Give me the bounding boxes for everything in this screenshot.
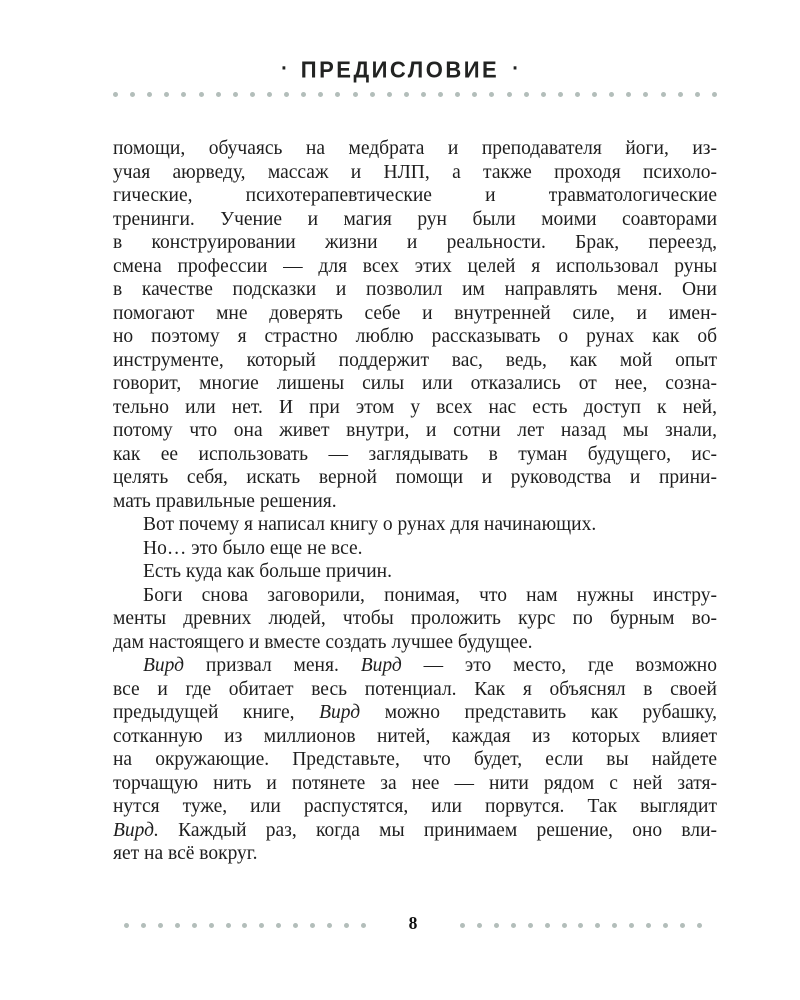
- text-line: [113, 537, 717, 561]
- decorative-dot: [541, 92, 546, 97]
- text-line: [113, 349, 717, 373]
- decorative-dot: [595, 923, 600, 928]
- text-line: [113, 255, 717, 279]
- chapter-title: [281, 56, 519, 83]
- text-line: [113, 302, 717, 326]
- decorative-dot: [629, 923, 634, 928]
- decorative-dot: [361, 923, 366, 928]
- decorative-dot: [216, 92, 221, 97]
- decorative-dot: [592, 92, 597, 97]
- text-segment: Есть куда как больше причин.: [143, 561, 392, 582]
- text-line: [113, 795, 717, 819]
- text-segment: в качестве подсказки и позволил им направлять меня. Они: [113, 279, 717, 300]
- decorative-dot: [233, 92, 238, 97]
- footer-right-dot-row: [460, 922, 702, 928]
- decorative-dot: [680, 923, 685, 928]
- decorative-dot: [175, 923, 180, 928]
- text-line: [113, 772, 717, 796]
- text-segment: — это место, где возможно: [401, 655, 717, 676]
- decorative-dot: [284, 92, 289, 97]
- text-segment: как ее использовать — заглядывать в туман будущего, ис-: [113, 443, 717, 465]
- decorative-dot: [181, 92, 186, 97]
- text-segment: яет на всё вокруг.: [113, 843, 258, 864]
- decorative-dot: [318, 92, 323, 97]
- chapter-header: [0, 57, 800, 83]
- decorative-dot: [259, 923, 264, 928]
- decorative-dot: [242, 923, 247, 928]
- emphasis-text: Вирд: [143, 655, 185, 676]
- decorative-dot: [609, 92, 614, 97]
- text-segment: Боги снова заговорили, понимая, что нам нужны инстру-: [143, 584, 717, 606]
- decorative-dot: [209, 923, 214, 928]
- header-dot-row: [113, 91, 717, 97]
- decorative-dot: [528, 923, 533, 928]
- text-segment: Вот почему я написал книгу о рунах для начинающих.: [143, 514, 597, 535]
- text-line: [113, 396, 717, 420]
- decorative-dot: [507, 92, 512, 97]
- text-segment: говорит, многие лишены силы или отказались от нее, созна-: [113, 373, 717, 394]
- decorative-dot: [697, 923, 702, 928]
- text-line: [113, 584, 717, 608]
- text-line: [113, 208, 717, 232]
- title-right-dot-icon: ·: [512, 57, 519, 81]
- decorative-dot: [695, 92, 700, 97]
- decorative-dot: [678, 92, 683, 97]
- decorative-dot: [164, 92, 169, 97]
- decorative-dot: [387, 92, 392, 97]
- decorative-dot: [562, 923, 567, 928]
- text-line: [113, 725, 717, 749]
- text-line: [113, 443, 717, 467]
- decorative-dot: [344, 923, 349, 928]
- decorative-dot: [301, 92, 306, 97]
- text-line: [113, 278, 717, 302]
- text-segment: сотканную из миллионов нитей, каждая из которых влияет: [113, 725, 717, 747]
- decorative-dot: [267, 92, 272, 97]
- page-footer: [124, 914, 702, 936]
- page-number: 8: [408, 912, 418, 933]
- decorative-dot: [438, 92, 443, 97]
- text-segment: предыдущей книге,: [113, 702, 320, 723]
- decorative-dot: [192, 923, 197, 928]
- text-segment: можно представить как рубашку,: [360, 702, 718, 723]
- decorative-dot: [524, 92, 529, 97]
- text-segment: менты древних людей, чтобы проложить курс по бурным во-: [113, 608, 717, 629]
- text-segment: тельно или нет. И при этом у всех нас есть доступ к ней,: [113, 396, 717, 418]
- decorative-dot: [158, 923, 163, 928]
- decorative-dot: [310, 923, 315, 928]
- text-segment: учая аюрведу, массаж и НЛП, а также проходя психоло-: [113, 161, 717, 183]
- decorative-dot: [643, 92, 648, 97]
- decorative-dot: [712, 92, 717, 97]
- decorative-dot: [626, 92, 631, 97]
- text-segment: нутся туже, или распустятся, или порвутся. Так выглядит: [113, 796, 717, 817]
- text-line: [113, 678, 717, 702]
- decorative-dot: [199, 92, 204, 97]
- decorative-dot: [141, 923, 146, 928]
- title-left-dot-icon: ·: [281, 57, 288, 81]
- text-segment: Но… это было еще не все.: [143, 537, 363, 559]
- decorative-dot: [276, 923, 281, 928]
- text-segment: Каждый раз, когда мы принимаем решение, оно вли-: [158, 819, 717, 841]
- text-segment: потому что она живет внутри, и сотни лет назад мы знали,: [113, 420, 717, 441]
- decorative-dot: [489, 92, 494, 97]
- text-segment: помогают мне доверять себе и внутренней силе, и имен-: [113, 302, 717, 324]
- decorative-dot: [226, 923, 231, 928]
- text-line: [113, 631, 717, 655]
- decorative-dot: [455, 92, 460, 97]
- text-line: [113, 231, 717, 255]
- decorative-dot: [612, 923, 617, 928]
- text-line: [113, 137, 717, 161]
- decorative-dot: [494, 923, 499, 928]
- decorative-dot: [404, 92, 409, 97]
- text-line: [113, 819, 717, 843]
- decorative-dot: [646, 923, 651, 928]
- decorative-dot: [511, 923, 516, 928]
- text-line: [113, 490, 717, 514]
- text-segment: призвал меня.: [184, 655, 361, 676]
- text-segment: торчащую нить и потянете за нее — нити рядом с ней затя-: [113, 772, 717, 794]
- text-segment: все и где обитает весь потенциал. Как я объяснял в своей: [113, 678, 717, 700]
- chapter-title-text: ПРЕДИСЛОВИЕ: [300, 56, 500, 83]
- decorative-dot: [130, 92, 135, 97]
- decorative-dot: [472, 92, 477, 97]
- emphasis-text: Вирд: [319, 702, 361, 723]
- text-segment: инструменте, который поддержит вас, ведь, как мой опыт: [113, 349, 717, 371]
- decorative-dot: [370, 92, 375, 97]
- text-segment: мать правильные решения.: [113, 490, 337, 512]
- text-segment: целять себя, искать верной помощи и руководства и прини-: [113, 467, 717, 488]
- text-line: [113, 161, 717, 185]
- emphasis-text: Вирд.: [113, 819, 159, 841]
- text-line: [113, 184, 717, 208]
- text-segment: на окружающие. Представьте, что будет, если вы найдете: [113, 749, 717, 770]
- decorative-dot: [661, 92, 666, 97]
- text-line: [113, 748, 717, 772]
- decorative-dot: [147, 92, 152, 97]
- decorative-dot: [663, 923, 668, 928]
- body-text: [113, 137, 717, 866]
- text-line: [113, 842, 717, 866]
- emphasis-text: Вирд: [360, 655, 402, 676]
- decorative-dot: [353, 92, 358, 97]
- text-line: [113, 607, 717, 631]
- text-segment: смена профессии — для всех этих целей я использовал руны: [113, 255, 717, 277]
- decorative-dot: [293, 923, 298, 928]
- decorative-dot: [250, 92, 255, 97]
- text-segment: тренинги. Учение и магия рун были моими соавторами: [113, 208, 717, 230]
- decorative-dot: [335, 92, 340, 97]
- text-line: [113, 560, 717, 584]
- text-line: [113, 325, 717, 349]
- text-line: [113, 654, 717, 678]
- decorative-dot: [558, 92, 563, 97]
- text-segment: в конструировании жизни и реальности. Брак, переезд,: [113, 232, 717, 253]
- decorative-dot: [575, 92, 580, 97]
- text-segment: гические, психотерапевтические и травматологические: [113, 185, 717, 206]
- decorative-dot: [124, 923, 129, 928]
- footer-left-dot-row: [124, 922, 366, 928]
- text-segment: но поэтому я страстно люблю рассказывать о рунах как об: [113, 326, 717, 347]
- text-line: [113, 701, 717, 725]
- text-line: [113, 513, 717, 537]
- decorative-dot: [113, 92, 118, 97]
- text-line: [113, 419, 717, 443]
- text-line: [113, 466, 717, 490]
- decorative-dot: [578, 923, 583, 928]
- text-line: [113, 372, 717, 396]
- decorative-dot: [327, 923, 332, 928]
- text-segment: помощи, обучаясь на медбрата и преподавателя йоги, из-: [113, 138, 717, 159]
- text-segment: дам настоящего и вместе создать лучшее будущее.: [113, 631, 533, 653]
- decorative-dot: [545, 923, 550, 928]
- decorative-dot: [421, 92, 426, 97]
- decorative-dot: [477, 923, 482, 928]
- decorative-dot: [460, 923, 465, 928]
